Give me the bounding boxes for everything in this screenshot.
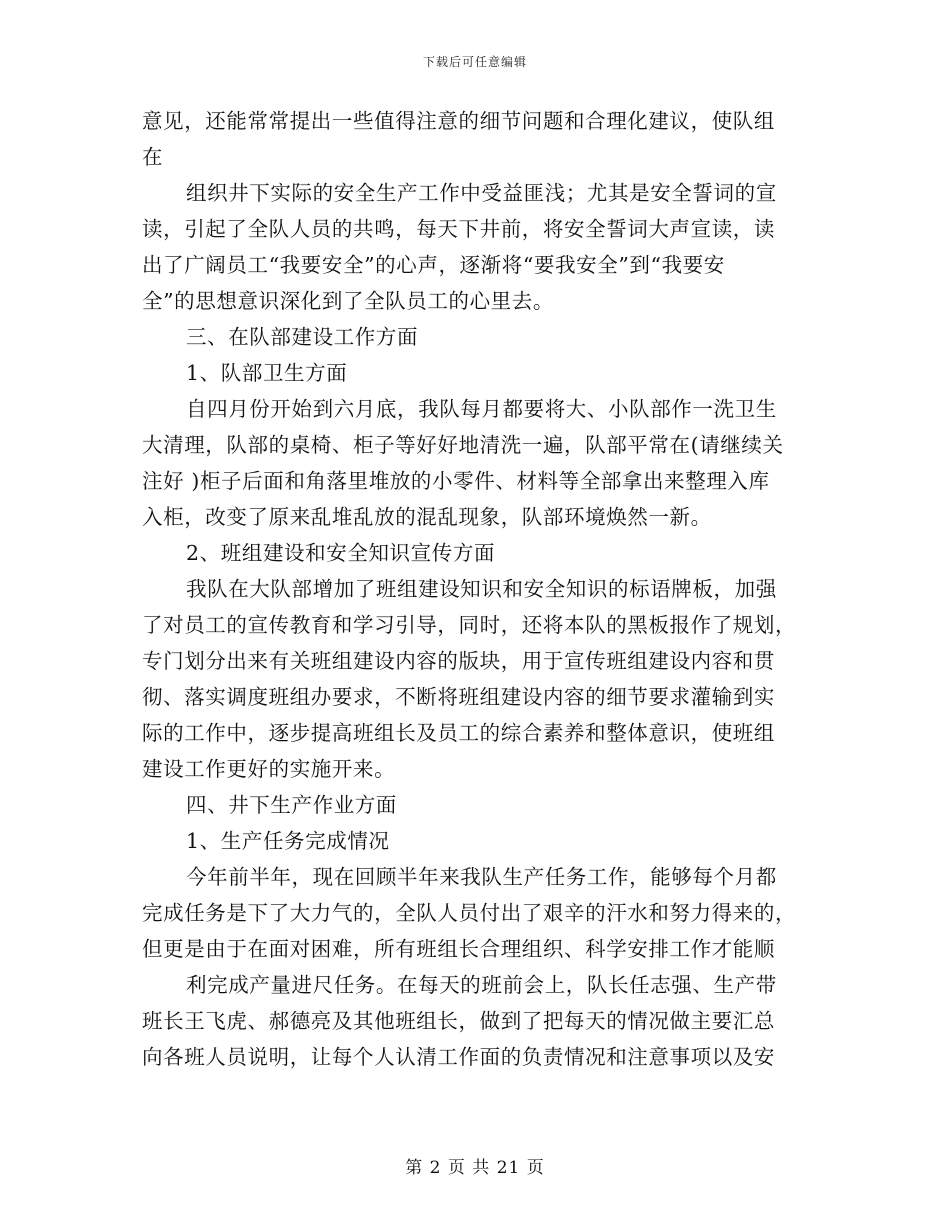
text-line: 1、队部卫生方面: [186, 361, 348, 385]
text-line: 全”的思想意识深化到了全队员工的心里去。: [142, 289, 554, 313]
text-line: 今年前半年，现在回顾半年来我队生产任务工作，能够每个月都: [186, 865, 777, 889]
text-line: 向各班人员说明，让每个人认清工作面的负责情况和注意事项以及安: [142, 1045, 775, 1069]
text-line: 专门划分出来有关班组建设内容的版块，用于宣传班组建设内容和贯: [142, 649, 775, 673]
text-line: 自四月份开始到六月底，我队每月都要将大、小队部作一洗卫生: [186, 397, 777, 421]
body-text: [142, 103, 798, 1075]
text-line: 1、生产任务完成情况: [186, 829, 390, 853]
text-line: 组织井下实际的安全生产工作中受益匪浅；尤其是安全誓词的宣: [186, 181, 777, 205]
text-line: 彻、落实调度班组办要求，不断将班组建设内容的细节要求灌输到实: [142, 685, 775, 709]
text-line: 意见，还能常常提出一些值得注意的细节问题和合理化建议，使队组: [142, 109, 775, 133]
text-line: 2、班组建设和安全知识宣传方面: [186, 541, 496, 565]
text-line: 完成任务是下了大力气的，全队人员付出了艰辛的汗水和努力得来的，: [142, 901, 797, 925]
text-line: 三、在队部建设工作方面: [186, 325, 419, 349]
text-line: 入柜，改变了原来乱堆乱放的混乱现象，队部环境焕然一新。: [142, 505, 712, 529]
text-line: 四、井下生产作业方面: [186, 793, 397, 817]
text-line: 读，引起了全队人员的共鸣，每天下井前，将安全誓词大声宣读，读: [142, 217, 775, 241]
text-line: 建设工作更好的实施开来。: [142, 757, 396, 781]
text-line: 但更是由于在面对困难，所有班组长合理组织、科学安排工作才能顺: [142, 937, 775, 961]
text-line: 大清理，队部的桌椅、柜子等好好地清洗一遍，队部平常在(请继续关: [142, 433, 784, 457]
text-line: 注好 )柜子后面和角落里堆放的小零件、材料等全部拿出来整理入库: [142, 469, 770, 493]
text-line: 际的工作中，逐步提高班组长及员工的综合素养和整体意识，使班组: [142, 721, 775, 745]
page-footer: 第 2 页 共 21 页: [405, 1158, 545, 1178]
text-line: 在: [142, 145, 164, 169]
text-line: 了对员工的宣传教育和学习引导，同时，还将本队的黑板报作了规划，: [142, 613, 797, 637]
text-line: 班长王飞虎、郝德亮及其他班组长，做到了把每天的情况做主要汇总: [142, 1009, 775, 1033]
page-header: 下载后可任意编辑: [422, 55, 527, 69]
text-line: 我队在大队部增加了班组建设知识和安全知识的标语牌板，加强: [186, 577, 777, 601]
text-line: 利完成产量进尺任务。在每天的班前会上，队长任志强、生产带: [186, 973, 777, 997]
text-line: 出了广阔员工“我要安全”的心声，逐渐将“要我安全”到“我要安: [142, 253, 725, 277]
